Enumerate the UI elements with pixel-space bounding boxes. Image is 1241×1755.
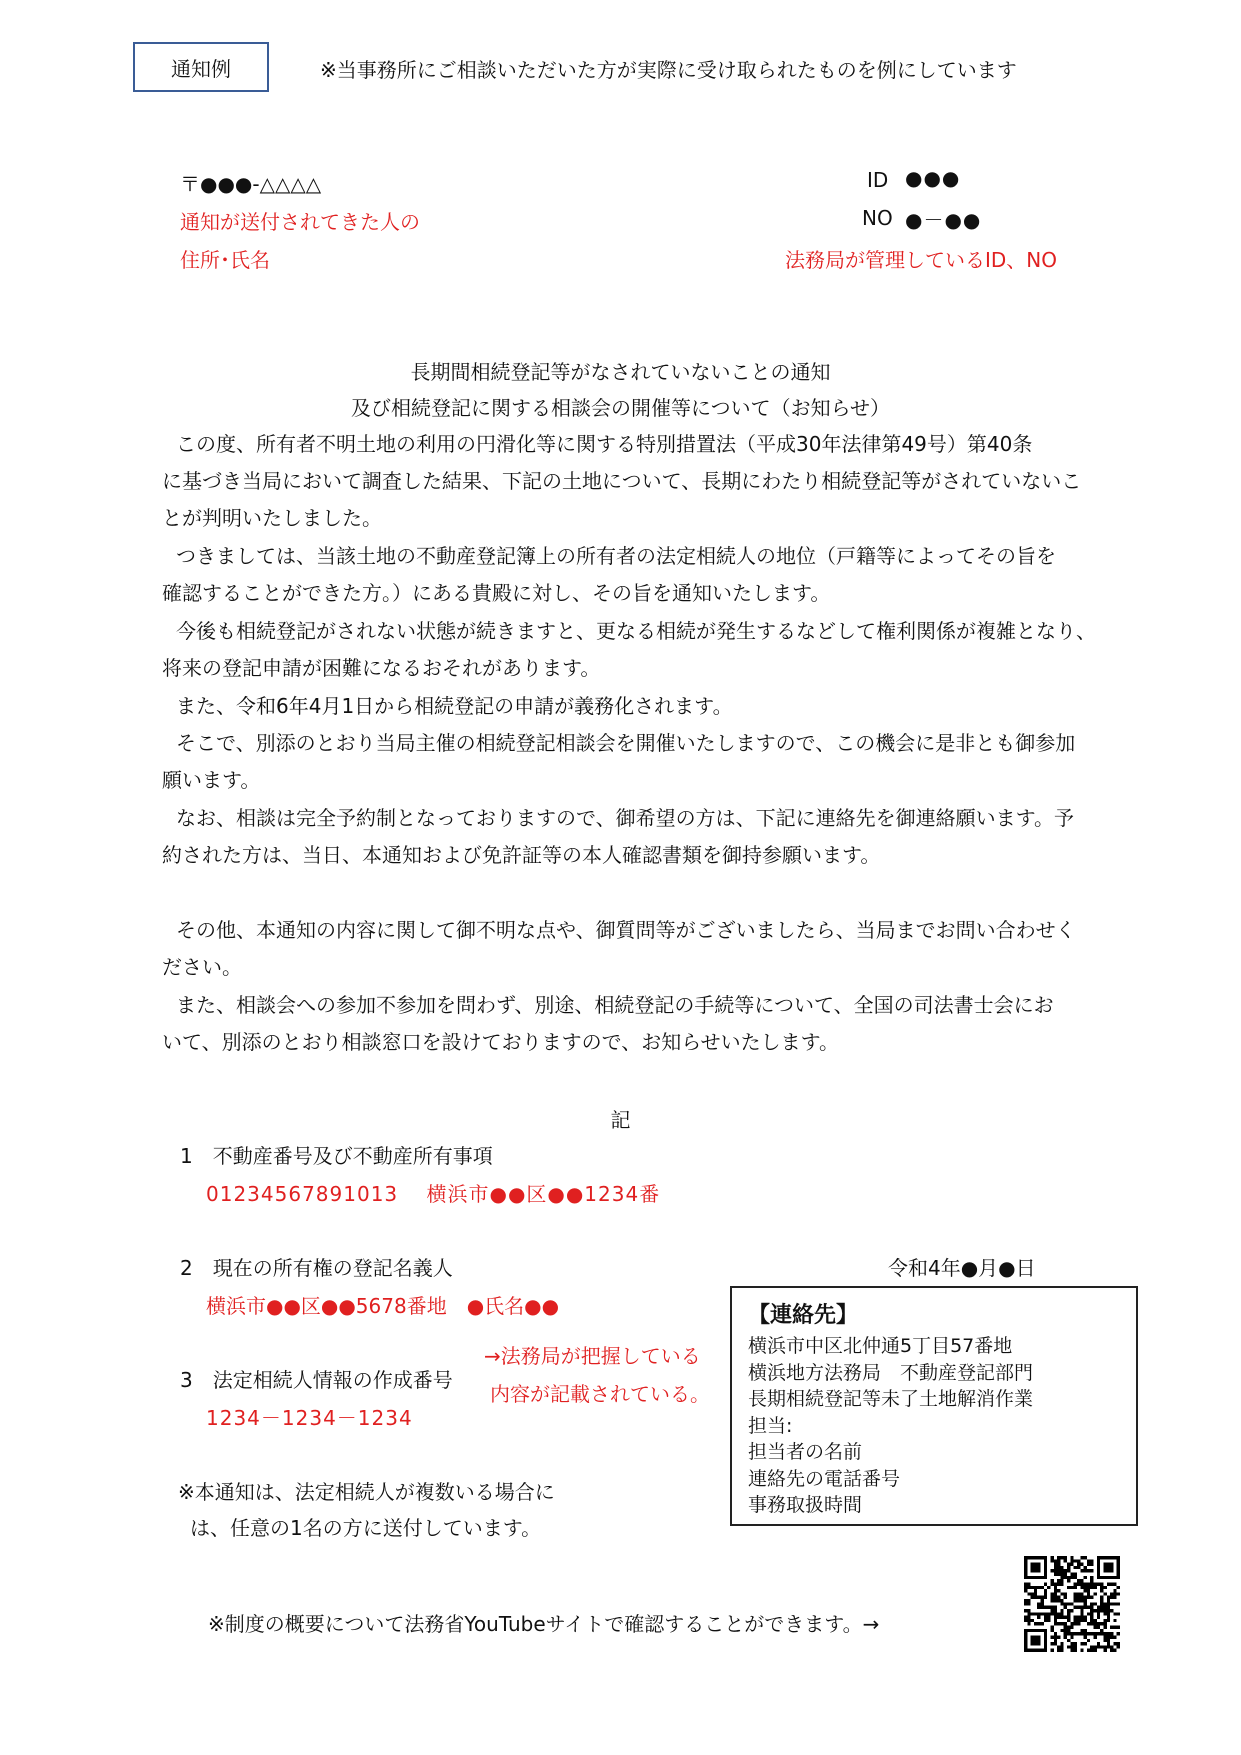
item1-value: 01234567891013 横浜市●●区●●1234番	[206, 1182, 661, 1206]
contact-person-name: 担当者の名前	[748, 1441, 863, 1463]
item2-label: 2 現在の所有権の登記名義人	[180, 1256, 453, 1280]
recipient-annotation-line1: 通知が送付されてきた人の	[180, 210, 420, 234]
sample-note: ※当事務所にご相談いただいた方が実際に受け取られたものを例にしています	[320, 58, 1017, 82]
contact-person-label: 担当:	[748, 1414, 793, 1437]
body-line: 今後も相続登記がされない状態が続きますと、更なる相続が発生するなどして権利関係が複雑となり、	[176, 619, 1096, 643]
item-annotation-line1: →法務局が把握している	[484, 1344, 701, 1368]
id-label: ID	[867, 168, 889, 192]
item1-label: 1 不動産番号及び不動産所有事項	[180, 1144, 493, 1168]
contact-box	[730, 1286, 1138, 1526]
item3-label: 3 法定相続人情報の作成番号	[180, 1368, 453, 1392]
contact-title: 【連絡先】	[748, 1303, 859, 1328]
footnote-line2: は、任意の1名の方に送付しています。	[190, 1516, 542, 1540]
sample-badge-label: 通知例	[171, 56, 231, 81]
body-line: この度、所有者不明土地の利用の円滑化等に関する特別措置法（平成30年法律第49号）第40条	[176, 432, 1033, 456]
body-line: ださい。	[162, 955, 242, 979]
notice-title-line2: 及び相続登記に関する相談会の開催等について（お知らせ）	[351, 396, 890, 420]
body-line: また、令和6年4月1日から相続登記の申請が義務化されます。	[176, 694, 733, 718]
body-line: 将来の登記申請が困難になるおそれがあります。	[162, 656, 601, 680]
contact-office: 横浜地方法務局 不動産登記部門	[748, 1361, 1034, 1384]
body-line: 約された方は、当日、本通知および免許証等の本人確認書類を御持参願います。	[162, 843, 881, 867]
ki-heading: 記	[610, 1108, 631, 1132]
body-line: なお、相談は完全予約制となっておりますので、御希望の方は、下記に連絡先を御連絡願います。予	[176, 806, 1074, 830]
contact-address: 横浜市中区北仲通5丁目57番地	[748, 1335, 1013, 1357]
body-line: その他、本通知の内容に関して御不明な点や、御質問等がございましたら、当局までお問い合わせく	[176, 918, 1076, 942]
body-line: に基づき当局において調査した結果、下記の土地について、長期にわたり相続登記等がされていないこ	[162, 469, 1082, 493]
body-line: また、相談会への参加不参加を問わず、別途、相続登記の手続等について、全国の司法書士会にお	[176, 993, 1054, 1017]
body-line: 確認することができた方。）にある貴殿に対し、その旨を通知いたします。	[162, 581, 831, 605]
item3-value: 1234－1234－1234	[206, 1406, 413, 1430]
no-label: NO	[862, 206, 893, 230]
contact-section: 長期相続登記等未了土地解消作業	[748, 1388, 1034, 1410]
notice-date: 令和4年●月●日	[888, 1256, 1036, 1280]
sample-badge	[133, 42, 269, 92]
item-annotation-line2: 内容が記載されている。	[490, 1382, 710, 1406]
footnote-line1: ※本通知は、法定相続人が複数いる場合に	[178, 1480, 555, 1504]
id-annotation: 法務局が管理しているID、NO	[785, 248, 1058, 272]
id-value: ●●●	[905, 166, 961, 190]
no-value: ●－●●	[905, 208, 982, 232]
qr-code-icon[interactable]	[1024, 1556, 1120, 1652]
body-line: つきましては、当該土地の不動産登記簿上の所有者の法定相続人の地位（戸籍等によってその旨を	[176, 544, 1056, 568]
recipient-annotation-line2: 住所･氏名	[180, 248, 270, 272]
contact-phone: 連絡先の電話番号	[748, 1467, 901, 1490]
body-line: とが判明いたしました。	[162, 506, 382, 530]
postal-code: 〒●●●-△△△△	[180, 172, 322, 196]
body-line: いて、別添のとおり相談窓口を設けておりますので、お知らせいたします。	[162, 1030, 839, 1054]
notice-title-line1: 長期間相続登記等がなされていないことの通知	[410, 360, 831, 384]
item2-value: 横浜市●●区●●5678番地 ●氏名●●	[206, 1294, 560, 1318]
contact-hours: 事務取扱時間	[748, 1494, 863, 1516]
body-line: 願います。	[162, 768, 261, 792]
body-line: そこで、別添のとおり当局主催の相続登記相談会を開催いたしますので、この機会に是非とも御参加	[176, 731, 1076, 755]
youtube-note: ※制度の概要について法務省YouTubeサイトで確認することができます。→	[208, 1612, 880, 1636]
